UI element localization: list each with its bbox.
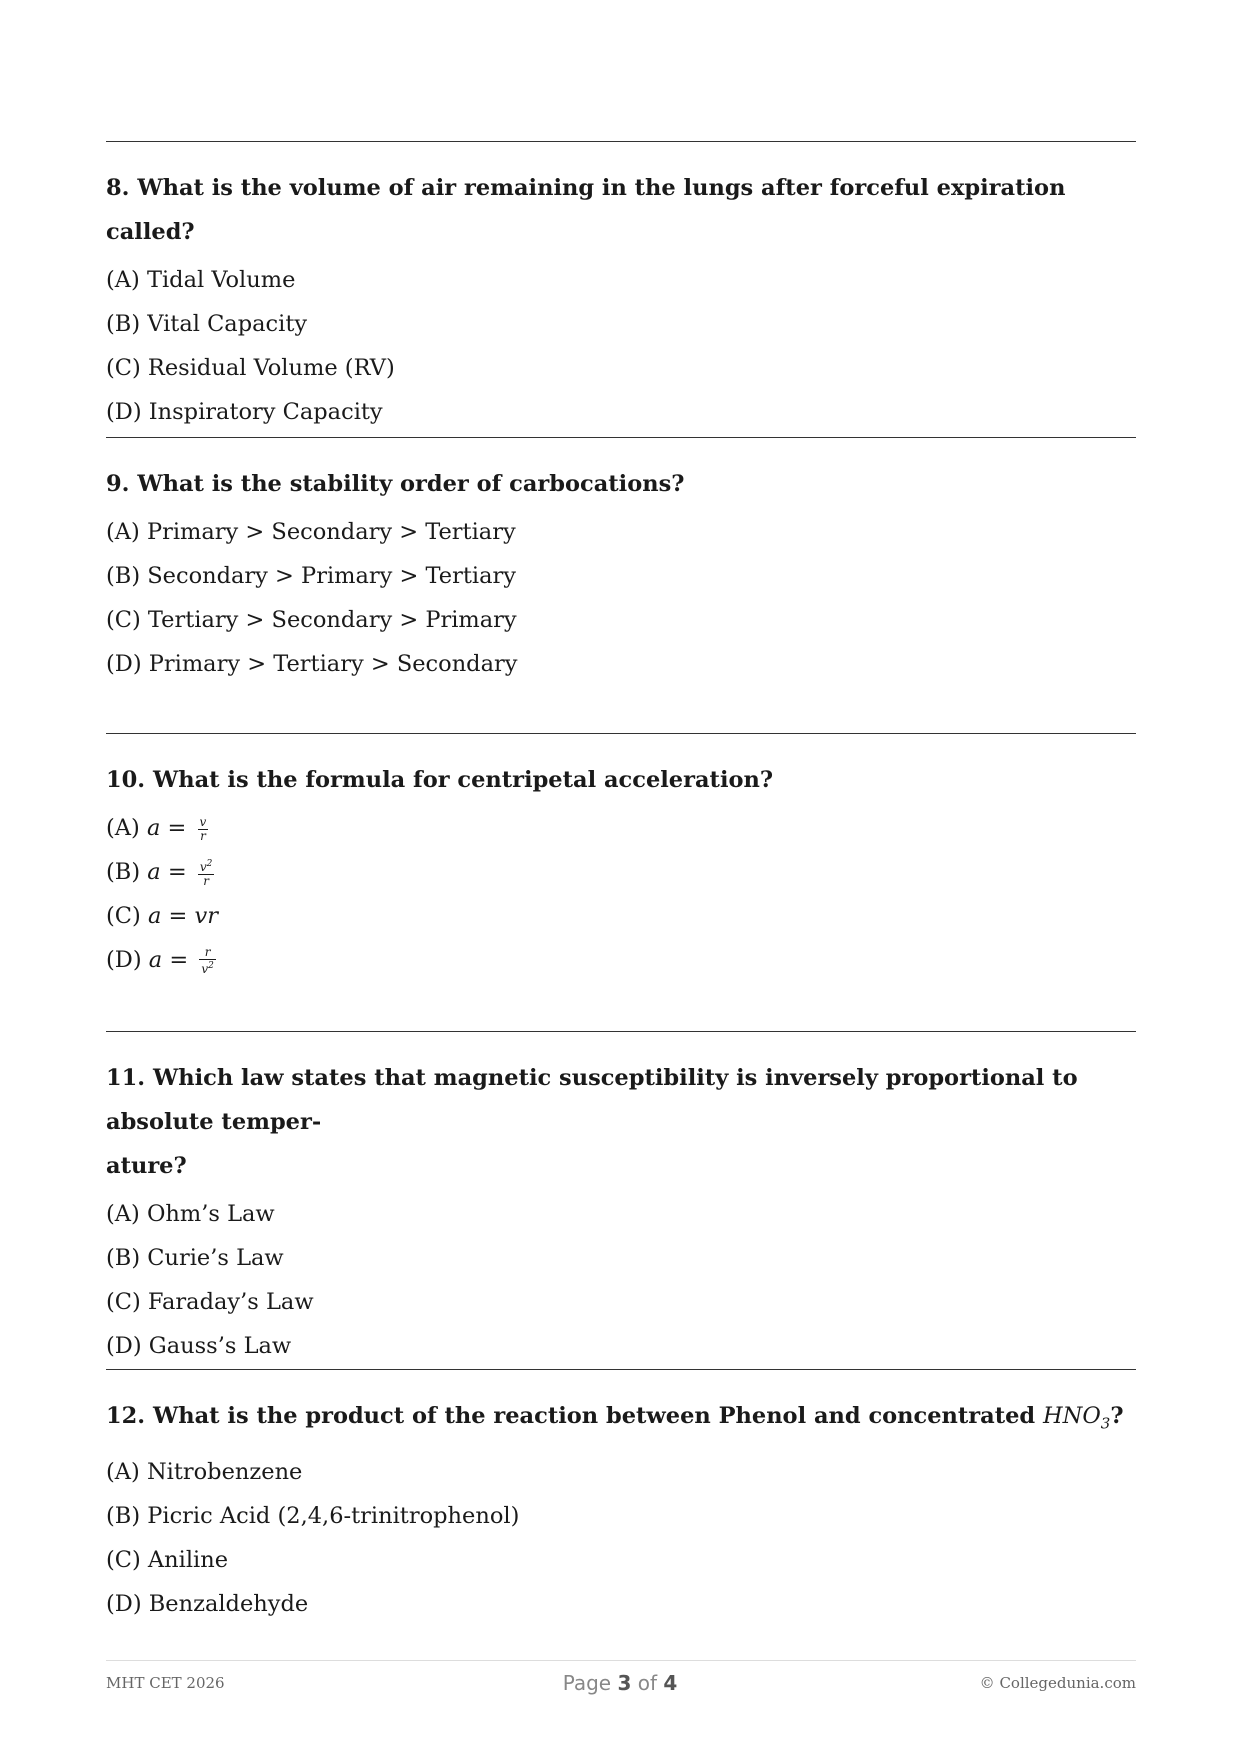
option-b: (B) Secondary > Primary > Tertiary (106, 563, 516, 589)
numerator (198, 858, 215, 875)
option-a (106, 806, 1141, 850)
footer-copyright: © Collegedunia.com (979, 1674, 1136, 1692)
option-b: (B) Vital Capacity (106, 311, 308, 337)
option-b (106, 850, 1141, 894)
fraction (199, 946, 216, 976)
divider (106, 733, 1136, 734)
option-b: (B) Picric Acid (2,4,6-trinitrophenol) (106, 1502, 520, 1529)
option-label: (D) (106, 947, 142, 973)
question-11 (106, 1056, 1141, 1368)
option-d: (D) Primary > Tertiary > Secondary (106, 651, 518, 677)
question-9 (106, 462, 1141, 686)
question-title-text: 12. What is the product of the reaction between Phenol and concentrated (106, 1403, 1036, 1429)
option-label: (B) (106, 859, 141, 885)
math-lhs: a = (147, 859, 187, 885)
option-c: (C) Tertiary > Secondary > Primary (106, 607, 517, 633)
footer-exam-name: MHT CET 2026 (106, 1674, 225, 1692)
divider (106, 1369, 1136, 1370)
numerator: r (199, 946, 216, 960)
option-label: (C) (106, 903, 141, 929)
option-label: (A) (106, 815, 140, 841)
option-c (106, 894, 1141, 938)
option-d: (D) Inspiratory Capacity (106, 399, 383, 425)
denominator (199, 960, 216, 976)
option-a: (A) Ohm’s Law (106, 1201, 275, 1227)
fraction (198, 816, 209, 843)
option-c: (C) Aniline (106, 1546, 229, 1573)
question-title: 8. What is the volume of air remaining in the lungs after forceful expiration called? (106, 175, 1066, 245)
option-d: (D) Benzaldehyde (106, 1590, 309, 1617)
question-12 (106, 1394, 1141, 1626)
option-a: (A) Nitrobenzene (106, 1458, 303, 1485)
numerator-exponent: 2 (206, 859, 213, 869)
question-title-line-2: ature? (106, 1153, 187, 1179)
option-d (106, 938, 1141, 982)
question-mark: ? (1110, 1403, 1124, 1429)
divider (106, 437, 1136, 438)
question-title (106, 1394, 1141, 1446)
math-lhs: a = (148, 947, 189, 973)
option-b: (B) Curie’s Law (106, 1245, 284, 1271)
chemical-formula-subscript: 3 (1100, 1414, 1111, 1433)
numerator-base: v (199, 860, 207, 874)
question-title-line-1: 11. Which law states that magnetic susceptibility is inversely proportional to absolute temper- (106, 1065, 1078, 1135)
math-lhs: a = (146, 815, 187, 841)
question-title: 9. What is the stability order of carbocations? (106, 471, 685, 497)
question-title: 10. What is the formula for centripetal acceleration? (106, 767, 774, 793)
footer-divider (106, 1660, 1136, 1661)
question-8 (106, 166, 1141, 434)
divider (106, 141, 1136, 142)
denominator: r (203, 874, 209, 888)
question-10 (106, 758, 1141, 982)
divider (106, 1031, 1136, 1032)
page-prefix: Page (562, 1671, 612, 1695)
chemical-formula (1043, 1403, 1111, 1433)
question-title (106, 1056, 1141, 1188)
page-of: of (637, 1671, 658, 1695)
option-c: (C) Residual Volume (RV) (106, 355, 395, 381)
page-total: 4 (663, 1671, 678, 1695)
math-expression: a = vr (147, 903, 218, 929)
option-c: (C) Faraday’s Law (106, 1289, 314, 1315)
option-a: (A) Tidal Volume (106, 267, 296, 293)
option-a: (A) Primary > Secondary > Tertiary (106, 519, 516, 545)
denominator-base: v (201, 962, 209, 976)
option-d: (D) Gauss’s Law (106, 1333, 292, 1359)
fraction (198, 858, 215, 888)
numerator: v (199, 814, 207, 829)
chemical-formula-base: HNO (1043, 1403, 1101, 1429)
page-current: 3 (617, 1671, 632, 1695)
denominator-exponent: 2 (208, 961, 214, 971)
denominator: r (200, 828, 206, 843)
